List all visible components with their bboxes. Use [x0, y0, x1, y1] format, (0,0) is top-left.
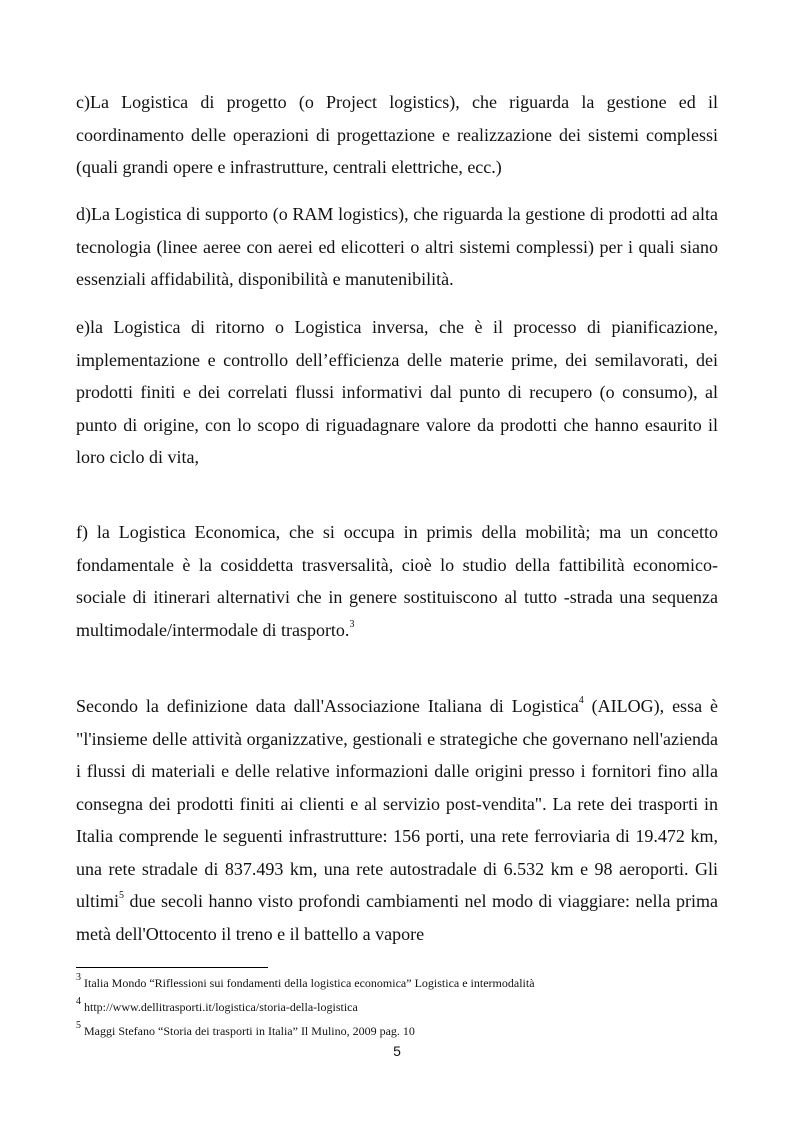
paragraph-g-text-1: Secondo la definizione data dall'Associazione Italiana di Logistica — [76, 696, 579, 716]
footnote-number: 5 — [76, 1020, 81, 1031]
paragraph-g — [76, 690, 718, 950]
footnote-number: 4 — [76, 996, 81, 1007]
footnote-text: Italia Mondo “Riflessioni sui fondamenti della logistica economica” Logistica e intermodalità — [84, 976, 535, 990]
paragraph-g-text-3: due secoli hanno visto profondi cambiamenti nel modo di viaggiare: nella prima metà dell'Ottocento il treno e il battello a vapore — [76, 891, 718, 944]
footnote-ref-3: 3 — [349, 618, 355, 630]
paragraph-g-text-2: (AILOG), essa è "l'insieme delle attività organizzative, gestionali e strategiche che governano nell'azienda i flussi di materiali e delle relative informazioni dalle origini presso i fornitori fino alla consegna dei prodotti finiti ai clienti e al servizio post-vendita". La rete dei trasporti in Italia comprende le seguenti infrastrutture: 156 porti, una rete ferroviaria di 19.472 km, una rete stradale di 837.493 km, una rete autostradale di 6.532 km e 98 aeroporti. Gli ultimi — [76, 696, 718, 911]
paragraph-f-text: f) la Logistica Economica, che si occupa in primis della mobilità; ma un concetto fondamentale è la cosiddetta trasversalità, cioè lo studio della fattibilità economico-sociale di itinerari alternativi che in genere sostituiscono al tutto -strada una sequenza multimodale/intermodale di trasporto. — [76, 522, 718, 640]
footnote-ref-5: 5 — [119, 890, 125, 901]
paragraph-c: c)La Logistica di progetto (o Project logistics), che riguarda la gestione ed il coordinamento delle operazioni di progettazione e realizzazione dei sistemi complessi (quali grandi opere e infrastrutture, centrali elettriche, ecc.) — [76, 92, 718, 177]
footnote-4 — [76, 996, 718, 1015]
paragraph-e: e)la Logistica di ritorno o Logistica inversa, che è il processo di pianificazione, implementazione e controllo dell’efficienza delle materie prime, dei semilavorati, dei prodotti finiti e dei correlati flussi informativi dal punto di recupero (o consumo), al punto di origine, con lo scopo di riguadagnare valore da prodotti che hanno esaurito il loro ciclo di vita, — [76, 317, 718, 467]
footnote-text: http://www.dellitrasporti.it/logistica/storia-della-logistica — [84, 1000, 358, 1014]
paragraph-f — [76, 516, 718, 646]
footnote-5 — [76, 1020, 718, 1039]
page-number: 5 — [393, 1043, 401, 1059]
footnote-3 — [76, 972, 718, 991]
paragraph-d: d)La Logistica di supporto (o RAM logistics), che riguarda la gestione di prodotti ad alta tecnologia (linee aeree con aerei ed elicotteri o altri sistemi complessi) per i quali siano essenziali affidabilità, disponibilità e manutenibilità. — [76, 204, 718, 289]
footnote-text: Maggi Stefano “Storia dei trasporti in Italia” Il Mulino, 2009 pag. 10 — [84, 1024, 415, 1038]
footnote-number: 3 — [76, 972, 81, 983]
footnote-ref-4: 4 — [578, 695, 584, 706]
footnote-separator — [76, 967, 268, 968]
